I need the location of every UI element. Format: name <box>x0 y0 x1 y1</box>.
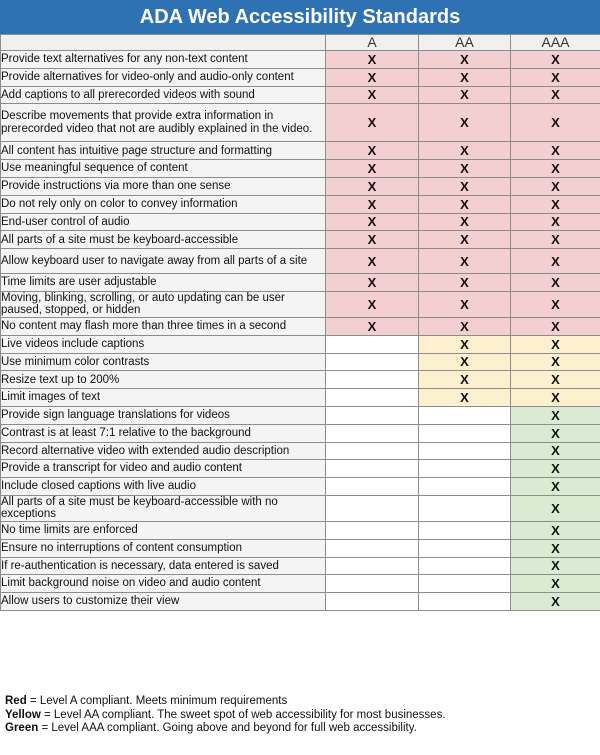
requirement-label: Limit background noise on video and audio content <box>1 575 326 593</box>
mark-cell-a <box>326 593 419 611</box>
mark-cell-aa: X <box>419 177 511 195</box>
mark-cell-a: X <box>326 231 419 249</box>
mark-cell-aaa: X <box>511 557 600 575</box>
table-row <box>1 142 600 160</box>
mark-cell-aa: X <box>419 335 511 353</box>
mark-cell-aa: X <box>419 274 511 292</box>
mark-cell-a: X <box>326 68 419 86</box>
column-header-a: A <box>326 35 419 51</box>
requirement-label: Provide a transcript for video and audio content <box>1 460 326 478</box>
legend-item <box>5 695 446 709</box>
requirement-label: Do not rely only on color to convey information <box>1 195 326 213</box>
requirement-label: No time limits are enforced <box>1 521 326 539</box>
mark-cell-aa <box>419 460 511 478</box>
mark-cell-aa: X <box>419 249 511 274</box>
legend-text: = Level AAA compliant. Going above and beyond for full web accessibility. <box>38 722 417 734</box>
table-row <box>1 478 600 496</box>
table-row <box>1 460 600 478</box>
mark-cell-aaa: X <box>511 424 600 442</box>
legend-item <box>5 709 446 723</box>
mark-cell-a <box>326 478 419 496</box>
mark-cell-aaa: X <box>511 406 600 424</box>
column-header-aa: AA <box>419 35 511 51</box>
requirement-label: Record alternative video with extended audio description <box>1 442 326 460</box>
mark-cell-a <box>326 495 419 521</box>
mark-cell-aaa: X <box>511 478 600 496</box>
mark-cell-aa: X <box>419 231 511 249</box>
requirement-label: Allow users to customize their view <box>1 593 326 611</box>
legend-text: = Level A compliant. Meets minimum requirements <box>26 695 288 707</box>
mark-cell-aaa: X <box>511 389 600 407</box>
mark-cell-aaa: X <box>511 521 600 539</box>
table-row <box>1 539 600 557</box>
mark-cell-aaa: X <box>511 371 600 389</box>
mark-cell-a <box>326 406 419 424</box>
requirement-label: Provide alternatives for video-only and audio-only content <box>1 68 326 86</box>
mark-cell-aa <box>419 593 511 611</box>
column-header-aaa: AAA <box>511 35 600 51</box>
legend-key: Green <box>5 722 39 734</box>
mark-cell-aaa: X <box>511 460 600 478</box>
table-header-row <box>1 35 600 51</box>
mark-cell-aa: X <box>419 317 511 335</box>
requirement-label: All parts of a site must be keyboard-accessible <box>1 231 326 249</box>
table-row <box>1 371 600 389</box>
requirement-label: Ensure no interruptions of content consumption <box>1 539 326 557</box>
mark-cell-aa <box>419 557 511 575</box>
table-row <box>1 575 600 593</box>
mark-cell-aaa: X <box>511 160 600 178</box>
mark-cell-aa: X <box>419 195 511 213</box>
mark-cell-aa <box>419 424 511 442</box>
mark-cell-aaa: X <box>511 575 600 593</box>
mark-cell-a <box>326 460 419 478</box>
requirement-label: Use meaningful sequence of content <box>1 160 326 178</box>
mark-cell-a: X <box>326 51 419 69</box>
table-row <box>1 51 600 69</box>
mark-cell-a <box>326 521 419 539</box>
mark-cell-a: X <box>326 291 419 317</box>
mark-cell-aaa: X <box>511 353 600 371</box>
requirement-label: Provide text alternatives for any non-text content <box>1 51 326 69</box>
table-row <box>1 86 600 104</box>
table-row <box>1 68 600 86</box>
table-row <box>1 177 600 195</box>
requirement-label: End-user control of audio <box>1 213 326 231</box>
table-row <box>1 521 600 539</box>
mark-cell-a: X <box>326 317 419 335</box>
requirement-label: Include closed captions with live audio <box>1 478 326 496</box>
mark-cell-a <box>326 371 419 389</box>
requirement-label: Live videos include captions <box>1 335 326 353</box>
mark-cell-aaa: X <box>511 291 600 317</box>
legend <box>5 695 446 736</box>
mark-cell-aa: X <box>419 104 511 142</box>
mark-cell-aa: X <box>419 389 511 407</box>
mark-cell-aaa: X <box>511 68 600 86</box>
requirement-label: All content has intuitive page structure and formatting <box>1 142 326 160</box>
legend-item <box>5 722 446 736</box>
table-row <box>1 291 600 317</box>
mark-cell-aaa: X <box>511 539 600 557</box>
requirement-label: Allow keyboard user to navigate away from all parts of a site <box>1 249 326 274</box>
requirement-label: Moving, blinking, scrolling, or auto updating can be user paused, stopped, or hidden <box>1 291 326 317</box>
mark-cell-aa: X <box>419 213 511 231</box>
mark-cell-aa: X <box>419 142 511 160</box>
mark-cell-aa <box>419 495 511 521</box>
requirement-label: All parts of a site must be keyboard-accessible with no exceptions <box>1 495 326 521</box>
mark-cell-aa <box>419 478 511 496</box>
mark-cell-a <box>326 575 419 593</box>
mark-cell-a <box>326 353 419 371</box>
legend-key: Yellow <box>5 708 41 721</box>
page-title: ADA Web Accessibility Standards <box>0 0 600 34</box>
mark-cell-aaa: X <box>511 442 600 460</box>
requirement-label: Add captions to all prerecorded videos with sound <box>1 86 326 104</box>
table-row <box>1 213 600 231</box>
table-row <box>1 249 600 274</box>
legend-key: Red <box>5 695 27 707</box>
mark-cell-aaa: X <box>511 495 600 521</box>
requirement-label: If re-authentication is necessary, data entered is saved <box>1 557 326 575</box>
table-row <box>1 274 600 292</box>
mark-cell-a: X <box>326 177 419 195</box>
mark-cell-a <box>326 424 419 442</box>
requirement-label: Resize text up to 200% <box>1 371 326 389</box>
mark-cell-aaa: X <box>511 335 600 353</box>
mark-cell-aaa: X <box>511 104 600 142</box>
mark-cell-aaa: X <box>511 317 600 335</box>
mark-cell-aaa: X <box>511 142 600 160</box>
mark-cell-a: X <box>326 249 419 274</box>
table-row <box>1 231 600 249</box>
mark-cell-aaa: X <box>511 86 600 104</box>
mark-cell-aaa: X <box>511 593 600 611</box>
mark-cell-aa <box>419 575 511 593</box>
mark-cell-a <box>326 539 419 557</box>
mark-cell-aaa: X <box>511 195 600 213</box>
mark-cell-aa: X <box>419 68 511 86</box>
mark-cell-a <box>326 335 419 353</box>
standards-table <box>0 34 600 611</box>
requirement-label: Describe movements that provide extra information in prerecorded video that not are audibly explained in the video. <box>1 104 326 142</box>
mark-cell-a <box>326 442 419 460</box>
mark-cell-aa <box>419 521 511 539</box>
mark-cell-a <box>326 557 419 575</box>
requirement-label: Limit images of text <box>1 389 326 407</box>
mark-cell-aa: X <box>419 51 511 69</box>
mark-cell-aaa: X <box>511 51 600 69</box>
mark-cell-a: X <box>326 274 419 292</box>
mark-cell-a: X <box>326 160 419 178</box>
legend-text: = Level AA compliant. The sweet spot of web accessibility for most businesses. <box>40 708 446 721</box>
requirement-label: Use minimum color contrasts <box>1 353 326 371</box>
mark-cell-aa: X <box>419 371 511 389</box>
mark-cell-aaa: X <box>511 213 600 231</box>
table-row <box>1 406 600 424</box>
requirement-label: Provide sign language translations for videos <box>1 406 326 424</box>
mark-cell-aaa: X <box>511 274 600 292</box>
table-row <box>1 557 600 575</box>
mark-cell-aa <box>419 406 511 424</box>
table-row <box>1 195 600 213</box>
header-blank-cell <box>1 35 326 51</box>
table-row <box>1 160 600 178</box>
mark-cell-aaa: X <box>511 249 600 274</box>
table-row <box>1 442 600 460</box>
mark-cell-aa: X <box>419 291 511 317</box>
mark-cell-aa: X <box>419 160 511 178</box>
table-row <box>1 335 600 353</box>
mark-cell-a: X <box>326 213 419 231</box>
requirement-label: Provide instructions via more than one sense <box>1 177 326 195</box>
mark-cell-aaa: X <box>511 177 600 195</box>
mark-cell-a: X <box>326 195 419 213</box>
mark-cell-a: X <box>326 142 419 160</box>
requirement-label: No content may flash more than three times in a second <box>1 317 326 335</box>
table-row <box>1 495 600 521</box>
mark-cell-a <box>326 389 419 407</box>
table-row <box>1 389 600 407</box>
table-row <box>1 317 600 335</box>
mark-cell-a: X <box>326 104 419 142</box>
table-row <box>1 593 600 611</box>
mark-cell-aa: X <box>419 353 511 371</box>
mark-cell-a: X <box>326 86 419 104</box>
table-row <box>1 424 600 442</box>
mark-cell-aa <box>419 539 511 557</box>
requirement-label: Time limits are user adjustable <box>1 274 326 292</box>
mark-cell-aa: X <box>419 86 511 104</box>
mark-cell-aa <box>419 442 511 460</box>
table-row <box>1 353 600 371</box>
table-row <box>1 104 600 142</box>
mark-cell-aaa: X <box>511 231 600 249</box>
requirement-label: Contrast is at least 7:1 relative to the background <box>1 424 326 442</box>
